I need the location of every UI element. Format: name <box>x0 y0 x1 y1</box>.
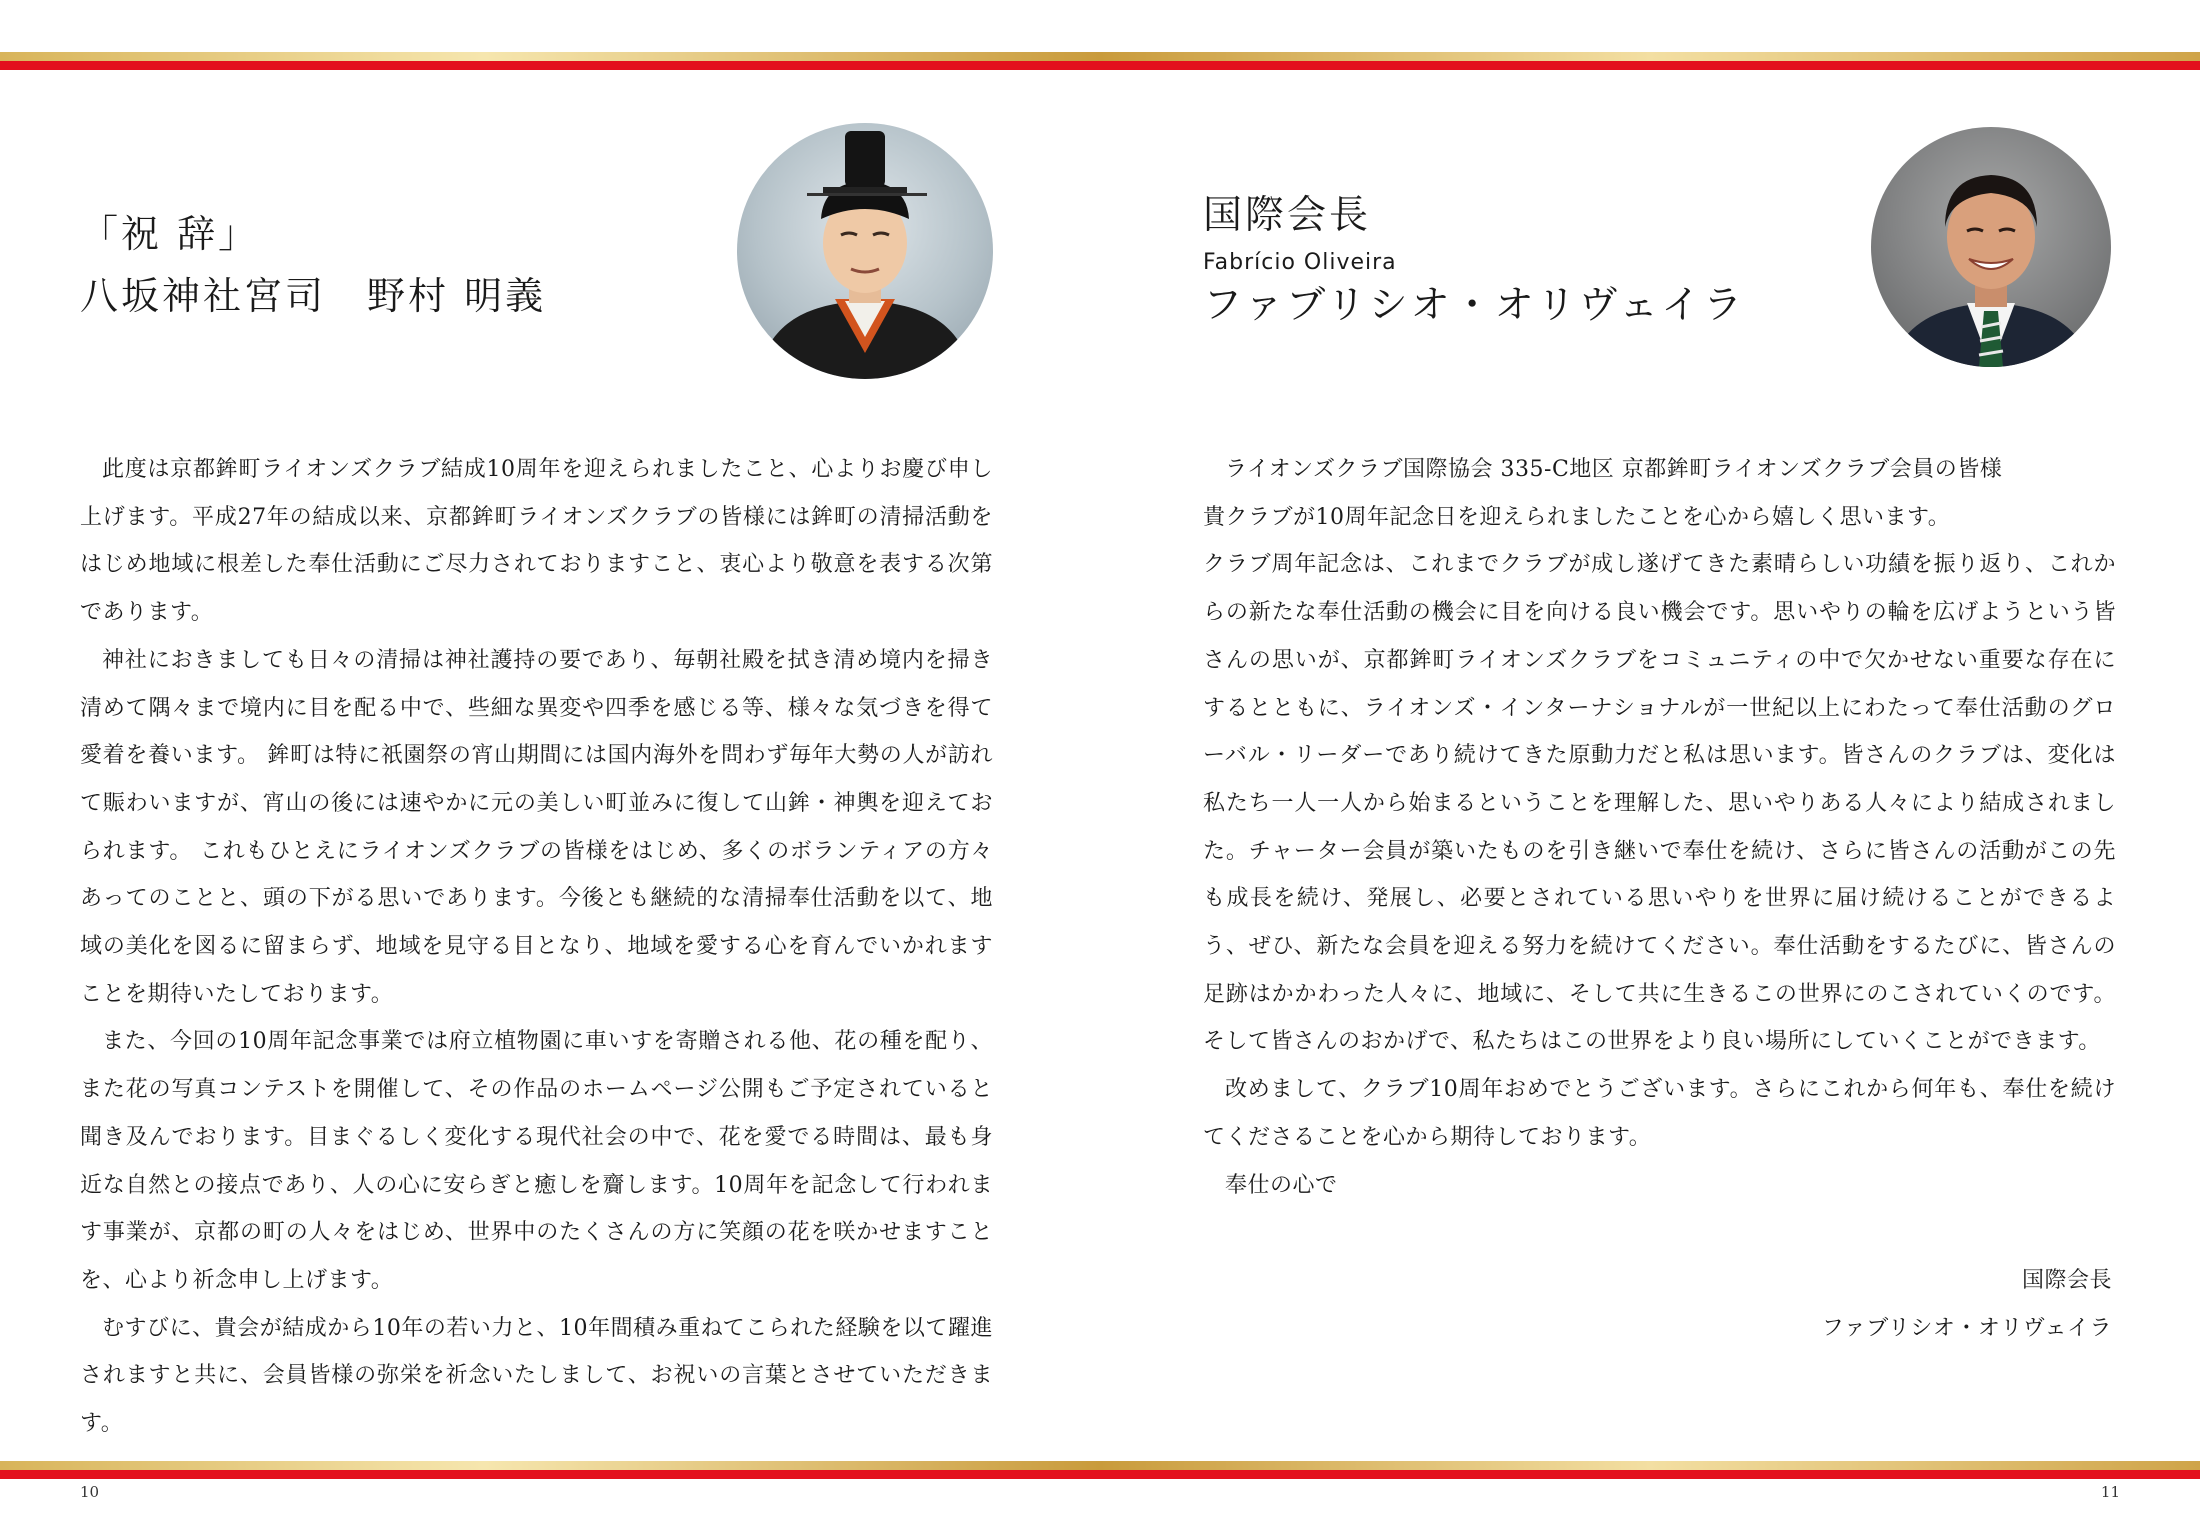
bottom-gold-stripe <box>0 1461 2200 1470</box>
bottom-decorative-band <box>0 1461 2200 1479</box>
signature-name: ファブリシオ・オリヴェイラ <box>1821 1316 2112 1341</box>
bottom-red-stripe <box>0 1470 2200 1479</box>
page-number-left: 10 <box>80 1483 100 1501</box>
right-paragraph: 貴クラブが10周年記念日を迎えられましたことを心から嬉しく思います。 <box>1203 504 1951 530</box>
president-portrait-image <box>1871 127 2111 367</box>
right-paragraph-salutation: ライオンズクラブ国際協会 335-C地区 京都鉾町ライオンズクラブ会員の皆様 <box>1225 457 2003 482</box>
right-paragraph: クラブ周年記念は、これまでクラブが成し遂げてきた素晴らしい功績を振り返り、これからの新たな奉仕活動の機会に目を向ける良い機会です。思いやりの輪を広げようという皆さんの思いが、京都鉾町ライオンズクラブをコミュニティの中で欠かせない重要な存在にするとともに、ライオンズ・インターナショナルが一世紀以上にわたって奉仕活動のグローバル・リーダーであり続けてきた原動力だと私は思います。皆さんのクラブは、変化は私たち一人一人から始まるということを理解した、思いやりある人々により結成されました。チャーター会員が築いたものを引き継いで奉仕を続け、さらに皆さんの活動がこの先も成長を続け、発展し、必要とされている思いやりを世界に届け続けることができるよう、ぜひ、新たな会員を迎える努力を続けてください。奉仕活動をするたびに、皆さんの足跡はかかわった人々に、地域に、そして共に生きるこの世界にのこされていくのです。そして皆さんのおかげで、私たちはこの世界をより良い場所にしていくことができます。 <box>1203 552 2116 1055</box>
right-title-block <box>1203 190 1745 332</box>
priest-portrait <box>737 123 993 379</box>
left-paragraph: 神社におきましても日々の清掃は神社護持の要であり、毎朝社殿を拭き清め境内を掃き清めて隅々まで境内に目を配る中で、些細な異変や四季を感じる等、様々な気づきを得て愛着を養います。 鉾町は特に祇園祭の宵山期間には国内海外を問わず毎年大勢の人が訪れて賑わいますが、宵山の後には速やかに元の美しい町並みに復して山鉾・神輿を迎えておられます。 これもひとえにライオンズクラブの皆様をはじめ、多くのボランティアの方々あってのことと、頭の下がる思いであります。今後とも継続的な清掃奉仕活動を以て、地域の美化を図るに留まらず、地域を見守る目となり、地域を愛する心を育んでいかれますことを期待いたしております。 <box>80 647 993 1007</box>
left-body-text <box>80 446 993 1448</box>
president-latin-name: Fabrício Oliveira <box>1203 250 1397 275</box>
page-number-right: 11 <box>2100 1483 2120 1501</box>
president-role-title: 国際会長 <box>1203 193 1372 238</box>
congratulatory-heading: 「祝 辞」 <box>80 212 260 256</box>
author-name-title: 八坂神社宮司 野村 明義 <box>80 274 547 318</box>
left-title-block <box>80 203 546 327</box>
priest-portrait-image <box>737 123 993 379</box>
left-paragraph: 此度は京都鉾町ライオンズクラブ結成10周年を迎えられましたこと、心よりお慶び申し上げます。平成27年の結成以来、京都鉾町ライオンズクラブの皆様には鉾町の清掃活動をはじめ地域に根差した奉仕活動にご尽力されておりますこと、衷心より敬意を表する次第であります。 <box>80 457 993 626</box>
president-kana-name: ファブリシオ・オリヴェイラ <box>1203 283 1746 328</box>
right-paragraph-closing: 奉仕の心で <box>1225 1172 1338 1198</box>
left-paragraph: また、今回の10周年記念事業では府立植物園に車いすを寄贈される他、花の種を配り、また花の写真コンテストを開催して、その作品のホームページ公開もご予定されていると聞き及んでおります。目まぐるしく変化する現代社会の中で、花を愛でる時間は、最も身近な自然との接点であり、人の心に安らぎと癒しを齎します。10周年を記念して行われます事業が、京都の町の人々をはじめ、世界中のたくさんの方に笑顔の花を咲かせますことを、心より祈念申し上げます。 <box>80 1029 993 1293</box>
left-paragraph: むすびに、貴会が結成から10年の若い力と、10年間積み重ねてこられた経験を以て躍進されますと共に、会員皆様の弥栄を祈念いたしまして、お祝いの言葉とさせていただきます。 <box>80 1315 993 1437</box>
signature-role: 国際会長 <box>2021 1268 2112 1293</box>
right-page <box>1100 0 2200 1540</box>
right-paragraph: 改めまして、クラブ10周年おめでとうございます。さらにこれから何年も、奉仕を続けてくださることを心から期待しております。 <box>1203 1077 2116 1150</box>
right-body-text <box>1203 446 2116 1209</box>
president-portrait <box>1871 127 2111 367</box>
